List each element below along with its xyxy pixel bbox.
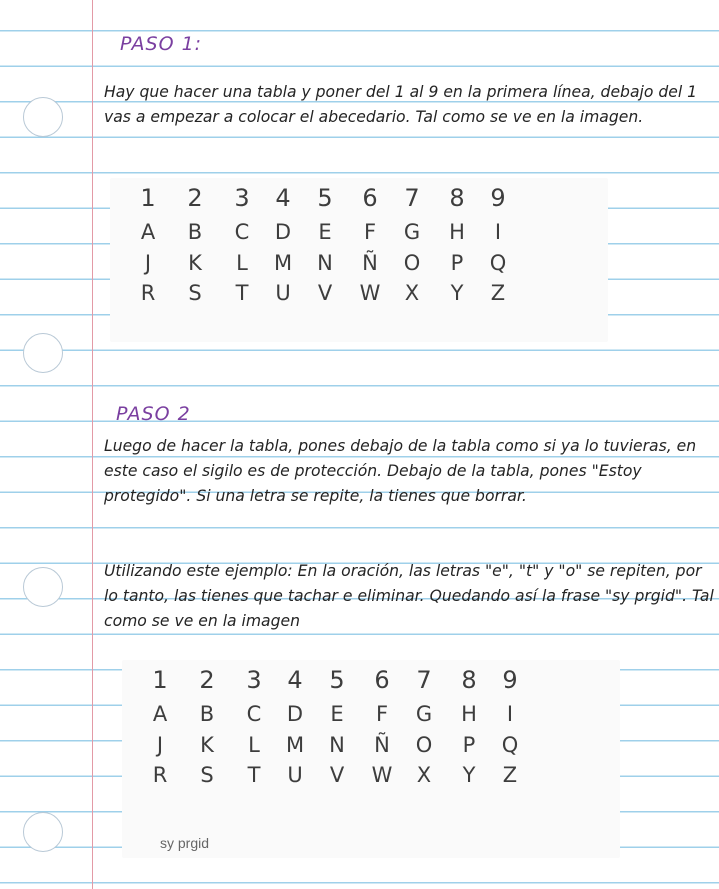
cipher-number: 2 [187, 184, 203, 212]
binder-hole [23, 812, 63, 852]
cipher-number: 8 [449, 184, 465, 212]
cipher-number: 5 [329, 666, 345, 694]
cipher-letter: U [275, 281, 291, 305]
cipher-table-2 [122, 660, 620, 858]
cipher-letter: D [274, 220, 292, 244]
cipher-letter: V [329, 763, 345, 787]
cipher-letter: Q [489, 251, 507, 275]
cipher-letter: A [152, 702, 168, 726]
cipher-letter: T [247, 763, 261, 787]
cipher-letter: D [286, 702, 304, 726]
cipher-image-2 [122, 660, 620, 858]
cipher-letter: P [462, 733, 476, 757]
cipher-number: 7 [404, 184, 420, 212]
cipher-letter: J [156, 733, 164, 757]
cipher-letter: X [416, 763, 432, 787]
binder-hole [23, 333, 63, 373]
cipher-letter: K [188, 251, 202, 275]
cipher-letter: M [285, 733, 305, 757]
cipher-letter: L [236, 251, 248, 275]
cipher-letter: Y [462, 763, 476, 787]
cipher-letter: P [450, 251, 464, 275]
cipher-number: 1 [152, 666, 168, 694]
cipher-number: 3 [234, 184, 250, 212]
cipher-image-1 [110, 178, 608, 342]
cipher-letter: Z [502, 763, 518, 787]
cipher-letter: E [330, 702, 344, 726]
cipher-letter: R [140, 281, 156, 305]
paso2-text-2: Utilizando este ejemplo: En la oración, las letras "e", "t" y "o" se repiten, por lo tanto, las tienes que tachar e eliminar. Quedando así la frase "sy prgid". Tal como se ve en la imagen [104, 562, 714, 630]
cipher-letter: E [318, 220, 332, 244]
cipher-number: 3 [246, 666, 262, 694]
paso2-heading: PASO 2 [116, 403, 191, 425]
cipher-letter: I [506, 702, 514, 726]
cipher-letter: S [188, 281, 202, 305]
cipher-number: 2 [199, 666, 215, 694]
cipher-number: 6 [362, 184, 378, 212]
cipher-number: 6 [374, 666, 390, 694]
cipher-letter: H [449, 220, 465, 244]
cipher-letter: N [329, 733, 345, 757]
paso2-text-1: Luego de hacer la tabla, pones debajo de la tabla como si ya lo tuvieras, en este caso el sigilo es de protección. Debajo de la tabla, pones "Estoy protegido". Si una letra se repite, la tienes que borrar. [104, 437, 697, 505]
cipher-letter: A [140, 220, 156, 244]
cipher-number: 5 [317, 184, 333, 212]
cipher-letter: Z [490, 281, 506, 305]
cipher-letter: M [273, 251, 293, 275]
cipher-letter: U [287, 763, 303, 787]
cipher-letter: J [144, 251, 152, 275]
cipher-letter: O [403, 251, 421, 275]
cipher-letter: X [404, 281, 420, 305]
cipher-number: 4 [275, 184, 291, 212]
cipher-letter: N [317, 251, 333, 275]
binder-hole [23, 97, 63, 137]
margin-line [92, 0, 93, 889]
cipher-number: 9 [502, 666, 518, 694]
cipher-letter: O [415, 733, 433, 757]
paso1-heading: PASO 1: [120, 33, 203, 55]
cipher-letter: B [199, 702, 215, 726]
cipher-letter: R [152, 763, 168, 787]
cipher-letter: V [317, 281, 333, 305]
cipher-letter: I [494, 220, 502, 244]
cipher-letter: B [187, 220, 203, 244]
cipher-table-1 [110, 178, 608, 342]
cipher-number: 1 [140, 184, 156, 212]
cipher-number: 9 [490, 184, 506, 212]
binder-hole [23, 567, 63, 607]
cipher-letter: Y [450, 281, 464, 305]
cipher-letter: S [200, 763, 214, 787]
cipher-letter: T [235, 281, 249, 305]
cipher-letter: C [234, 220, 250, 244]
cipher-letter: C [246, 702, 262, 726]
cipher-letter: F [375, 702, 389, 726]
cipher-number: 8 [461, 666, 477, 694]
cipher-letter: K [200, 733, 214, 757]
cipher-number: 7 [416, 666, 432, 694]
cipher-letter: Q [501, 733, 519, 757]
cipher-number: 4 [287, 666, 303, 694]
cipher-letter: W [371, 763, 393, 787]
cipher-letter: G [403, 220, 421, 244]
cipher-letter: Ñ [362, 251, 378, 275]
cipher-letter: W [359, 281, 381, 305]
cipher-letter: L [248, 733, 260, 757]
sigil-phrase: sy prgid [160, 835, 210, 851]
cipher-letter: F [363, 220, 377, 244]
cipher-letter: G [415, 702, 433, 726]
paso1-text: Hay que hacer una tabla y poner del 1 al 9 en la primera línea, debajo del 1 vas a empezar a colocar el abecedario. Tal como se ve en la imagen. [104, 83, 698, 126]
cipher-letter: Ñ [374, 733, 390, 757]
cipher-letter: H [461, 702, 477, 726]
